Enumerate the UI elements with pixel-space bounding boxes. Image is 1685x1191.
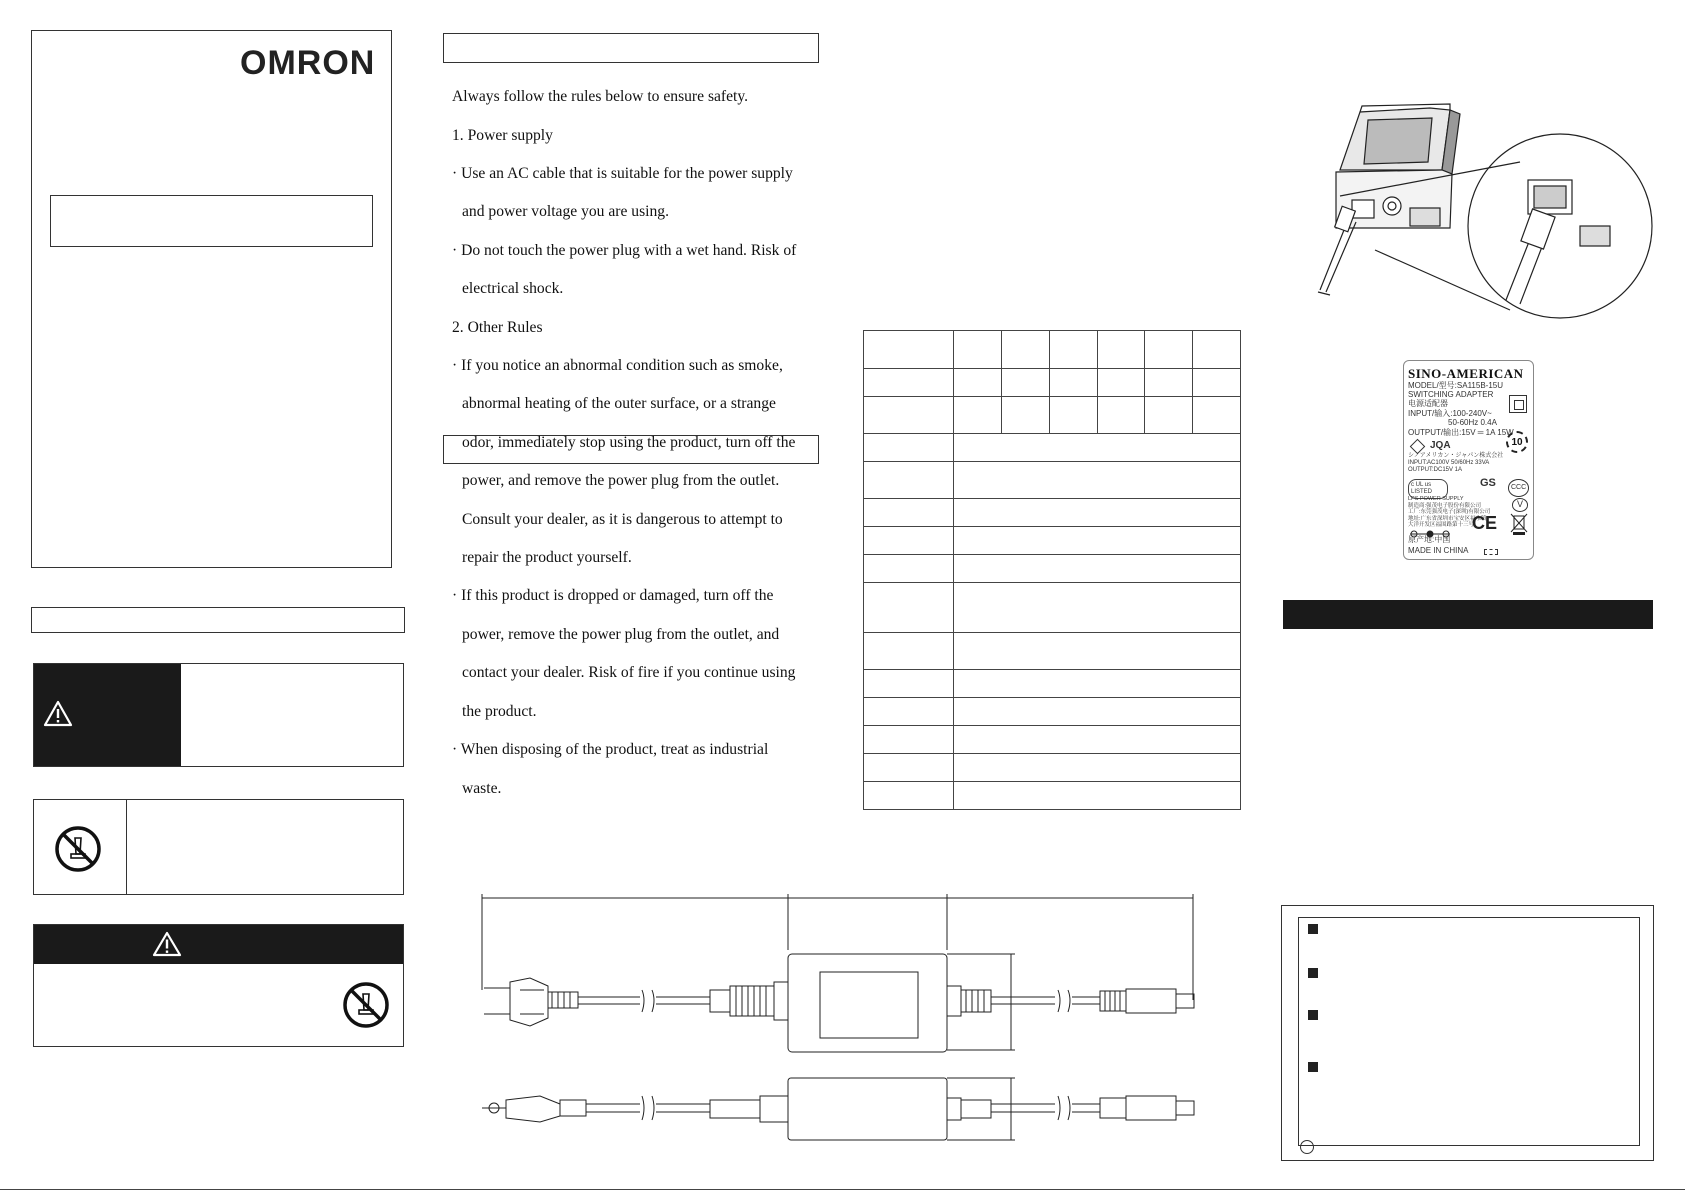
power-supply-item: electrical shock. — [462, 280, 564, 298]
ten-year-mark-icon — [1506, 431, 1528, 453]
other-rules-item: repair the product yourself. — [462, 549, 632, 567]
adapter-rating-label — [1403, 360, 1534, 560]
other-rules-title: 2. Other Rules — [452, 318, 543, 336]
label-output: OUTPUT/输出:15V ═ 1A 15W — [1408, 428, 1514, 437]
label-type: SWITCHING ADAPTER — [1408, 390, 1494, 399]
black-header-bar — [1283, 600, 1653, 629]
device-connection-illustration — [1300, 100, 1660, 320]
prohibited-disassembly-icon — [53, 824, 103, 874]
other-rules-item: power, remove the power plug from the outlet, and — [462, 625, 780, 643]
caution-header — [34, 925, 403, 964]
pse-diamond-icon — [1410, 439, 1426, 455]
warning-triangle-icon — [43, 700, 73, 727]
section-header-bar — [31, 607, 405, 633]
label-jp-output: OUTPUT:DC15V 1A — [1408, 467, 1463, 473]
section-header-bar-2 — [443, 435, 819, 464]
adapter-dimension-drawing — [470, 890, 1205, 1160]
page-bottom-rule — [0, 1189, 1685, 1190]
label-date-box — [1484, 549, 1498, 555]
omron-logo: OMRON — [240, 44, 376, 82]
label-jqa: JQA — [1430, 440, 1451, 451]
ce-mark: CE — [1472, 513, 1498, 533]
notes-frame — [1281, 905, 1654, 1161]
label-jp-company: シノアメリカン・ジャパン株式会社 — [1408, 453, 1504, 459]
other-rules-item: Consult your dealer, as it is dangerous to attempt to — [462, 510, 783, 528]
other-rules-item: · When disposing of the product, treat as industrial — [452, 741, 769, 759]
label-cn-lines: LPS POWER SUPPLY 制造商:强茂电子股份有限公司 工厂:东莞强茂电子(深圳)有限公司 地址:广东省深圳市宝安区福永镇 大洋开发区福围路第十三号 — [1408, 496, 1491, 528]
gs-mark: GS — [1480, 477, 1496, 489]
power-supply-item: and power voltage you are using. — [462, 203, 669, 221]
prohibition-block — [33, 799, 404, 895]
safety-intro: Always follow the rules below to ensure safety. — [452, 88, 749, 106]
power-supply-item: · Use an AC cable that is suitable for the power supply — [452, 165, 793, 183]
warning-label-panel — [34, 664, 181, 766]
other-rules-item: contact your dealer. Risk of fire if you continue using — [462, 664, 796, 682]
ccc-mark: CCC — [1508, 479, 1529, 497]
other-rules-item: waste. — [462, 779, 502, 797]
notes-bullet-4 — [1308, 1062, 1318, 1072]
label-model: MODEL/型号:SA115B-15U — [1408, 381, 1503, 390]
ul-listed-mark: c UL us LISTED — [1408, 479, 1448, 499]
other-rules-item: odor, immediately stop using the product, turn off the — [462, 433, 796, 451]
ten-year-mark-text: 10 — [1511, 436, 1523, 448]
notes-inner — [1298, 917, 1640, 1146]
label-input: INPUT/输入:100-240V~ — [1408, 409, 1492, 418]
other-rules-item: the product. — [462, 702, 537, 720]
label-type-cn: 电源适配器 — [1408, 399, 1448, 408]
label-origin-cn: 原产地:中国 — [1408, 535, 1451, 544]
weee-bin-icon — [1510, 513, 1528, 535]
other-rules-item: power, and remove the power plug from the outlet. — [462, 472, 780, 490]
power-supply-title: 1. Power supply — [452, 126, 553, 144]
label-jp-input: INPUT:AC100V 50/60Hz 33VA — [1408, 460, 1490, 466]
caution-block — [33, 924, 404, 1047]
v-mark: V — [1512, 498, 1528, 512]
title-box — [50, 195, 373, 247]
label-input-freq: 50-60Hz 0.4A — [1448, 418, 1497, 427]
other-rules-item: · If this product is dropped or damaged, turn off the — [452, 587, 774, 605]
notes-bullet-2 — [1308, 968, 1318, 978]
spec-table — [863, 330, 1241, 810]
circle-mark-icon — [1300, 1140, 1314, 1154]
prohibited-disassembly-icon — [341, 980, 391, 1030]
prohibition-divider — [126, 800, 127, 894]
polarity-symbol-icon — [1410, 525, 1450, 533]
power-supply-item: · Do not touch the power plug with a wet hand. Risk of — [452, 241, 797, 259]
warning-block — [33, 663, 404, 767]
safety-header-bar — [443, 33, 819, 63]
cover-panel — [31, 30, 392, 568]
label-brand: SINO-AMERICAN — [1408, 366, 1524, 381]
other-rules-item: · If you notice an abnormal condition such as smoke, — [452, 357, 783, 375]
notes-bullet-1 — [1308, 924, 1318, 934]
other-rules-item: abnormal heating of the outer surface, or a strange — [462, 395, 776, 413]
notes-bullet-3 — [1308, 1010, 1318, 1020]
warning-triangle-icon — [152, 931, 182, 957]
double-insulation-icon — [1509, 395, 1527, 413]
label-made-in: MADE IN CHINA — [1408, 546, 1469, 555]
